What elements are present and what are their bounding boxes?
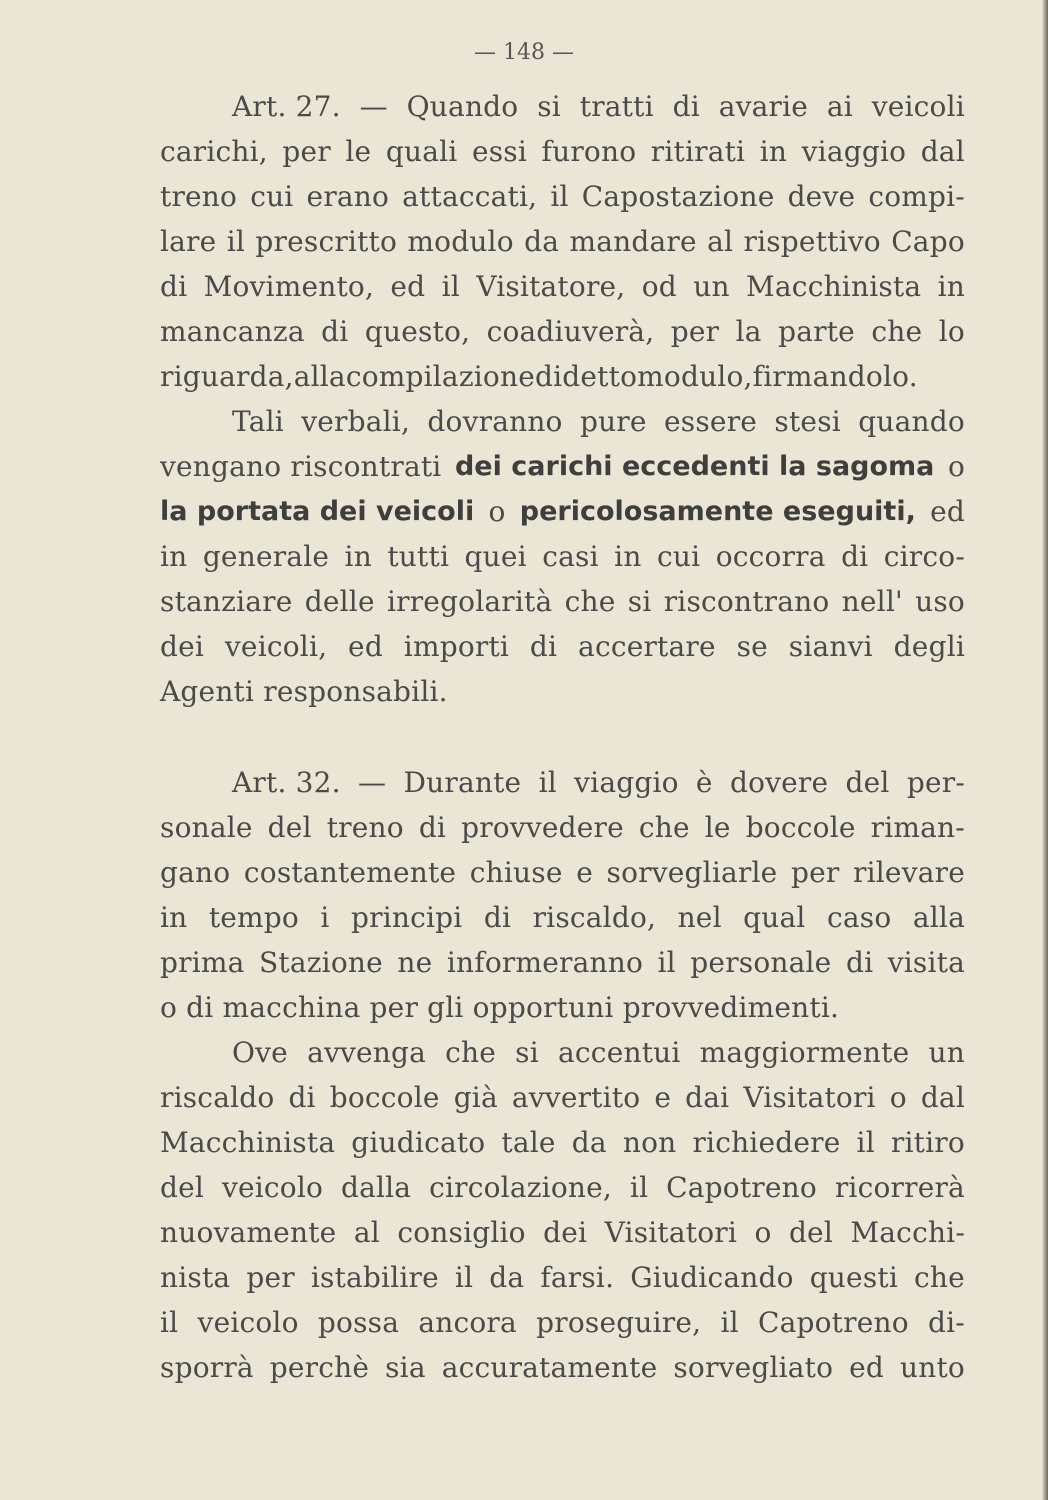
text-line	[160, 129, 965, 174]
word: ed	[348, 630, 383, 663]
word: in	[160, 901, 188, 934]
word: rispettivo	[743, 225, 881, 258]
word: casi	[542, 540, 599, 573]
word: consiglio	[397, 1216, 526, 1249]
word: ai	[826, 90, 853, 123]
word: compi-	[868, 180, 965, 213]
word: per	[790, 856, 840, 889]
word: e	[654, 1081, 672, 1114]
word: o	[754, 1216, 772, 1249]
word: un	[928, 1036, 965, 1069]
word: richiedere	[692, 1126, 841, 1159]
word: sia	[385, 1351, 426, 1384]
word: lare	[160, 225, 217, 258]
word: avarie	[718, 90, 809, 123]
page-text	[160, 84, 965, 1390]
word: attaccati,	[402, 180, 538, 213]
word: in	[614, 540, 642, 573]
word: uso	[915, 585, 965, 618]
section-gap	[160, 714, 965, 760]
word: accuratamente	[441, 1351, 658, 1384]
word: il	[160, 1306, 179, 1339]
word: il	[538, 766, 557, 799]
word: od	[641, 270, 677, 303]
word: chiuse	[469, 856, 563, 889]
word: si	[627, 585, 652, 618]
word: verbali,	[301, 405, 411, 438]
word: per	[670, 315, 720, 348]
word: Capo	[891, 225, 965, 258]
word: veicolo	[197, 1306, 299, 1339]
word: di-	[928, 1306, 965, 1339]
word: nista	[160, 1261, 231, 1294]
word: si	[515, 1036, 539, 1069]
word: firmandolo.	[752, 360, 918, 393]
word: questo,	[364, 315, 471, 348]
word: nuovamente	[160, 1216, 337, 1249]
word: di	[845, 946, 874, 979]
text-line	[160, 264, 965, 309]
word: o	[889, 1081, 907, 1114]
word: circolazione,	[429, 1171, 613, 1204]
word: treno	[160, 180, 238, 213]
word: avvertito	[511, 1081, 641, 1114]
word: sianvi	[788, 630, 873, 663]
word: delle	[304, 585, 375, 618]
word: se	[736, 630, 768, 663]
word: coadiuverà,	[486, 315, 655, 348]
word: accentui	[558, 1036, 681, 1069]
word: del	[845, 766, 890, 799]
text-line	[160, 444, 965, 489]
text-line	[160, 985, 965, 1030]
word: modulo	[407, 225, 514, 258]
word: dalla	[340, 1171, 412, 1204]
art27-paragraph-1	[160, 84, 965, 399]
word: Movimento,	[203, 270, 375, 303]
word: per-	[906, 766, 965, 799]
word: Capostazione	[581, 180, 775, 213]
word: riscaldo	[160, 1081, 275, 1114]
word: riscaldo,	[532, 901, 657, 934]
word: da	[524, 225, 560, 258]
text-run: o	[947, 450, 965, 483]
word: deve	[787, 180, 856, 213]
word: al	[353, 1216, 380, 1249]
text-run: vengano riscontrati	[160, 450, 442, 483]
text-line	[160, 760, 965, 805]
text-line	[160, 669, 965, 714]
text-line	[160, 1075, 965, 1120]
word: treno	[326, 811, 404, 844]
word: ricorrerà	[834, 1171, 965, 1204]
word: giudicato	[351, 1126, 486, 1159]
word: stanziare	[160, 585, 293, 618]
word: viaggio	[574, 766, 679, 799]
word: ed	[390, 270, 426, 303]
word: Agenti responsabili.	[160, 675, 448, 708]
word: visita	[887, 946, 965, 979]
word: nell'	[841, 585, 903, 618]
word: per	[246, 1261, 295, 1294]
word: Visitatori	[604, 1216, 738, 1249]
word: boccole	[745, 811, 856, 844]
word: dei	[543, 1216, 588, 1249]
word: furono	[541, 135, 637, 168]
word: il	[441, 270, 460, 303]
text-line	[160, 940, 965, 985]
text-line	[160, 399, 965, 444]
art32-paragraph-1	[160, 760, 965, 1030]
word: di	[672, 90, 700, 123]
word: riguarda,	[160, 360, 294, 393]
word: di	[418, 811, 447, 844]
word: quando	[858, 405, 965, 438]
word: Stazione	[259, 946, 383, 979]
text-line	[160, 219, 965, 264]
text-line	[160, 1165, 965, 1210]
word: il	[550, 180, 569, 213]
art32-paragraph-2	[160, 1030, 965, 1390]
word: questi	[809, 1261, 898, 1294]
word: e	[576, 856, 593, 889]
text-line	[160, 534, 965, 579]
word: costantemente	[243, 856, 457, 889]
word: già	[453, 1081, 498, 1114]
word: boccole	[329, 1081, 440, 1114]
word: ritirati	[650, 135, 746, 168]
word: cui	[250, 180, 294, 213]
word: dal	[920, 135, 965, 168]
word: Giudicando	[630, 1261, 794, 1294]
word: degli	[893, 630, 965, 663]
word: veicoli,	[224, 630, 328, 663]
word: veicoli	[871, 90, 965, 123]
word: cui	[656, 540, 701, 573]
word: Tali	[232, 405, 284, 438]
text-line	[160, 624, 965, 669]
word: dai	[685, 1081, 730, 1114]
word: proseguire,	[536, 1306, 702, 1339]
word: la	[735, 315, 762, 348]
word: perchè	[269, 1351, 370, 1384]
word: viaggio	[801, 135, 907, 168]
word: generale	[202, 540, 330, 573]
word: Ove	[232, 1036, 288, 1069]
word: lo	[938, 315, 965, 348]
word: carichi,	[160, 135, 268, 168]
word: possa	[317, 1306, 400, 1339]
word: farsi.	[540, 1261, 615, 1294]
word: del	[788, 1216, 833, 1249]
text-line	[160, 579, 965, 624]
word: Visitatori	[743, 1081, 876, 1114]
word: tale	[501, 1126, 556, 1159]
word: parte	[778, 315, 855, 348]
word: il	[657, 946, 676, 979]
word: il	[454, 1261, 474, 1294]
word: rilevare	[853, 856, 965, 889]
word: quali	[385, 135, 458, 168]
word: si	[537, 90, 561, 123]
word: sorvegliato	[673, 1351, 834, 1384]
text-line	[160, 1210, 965, 1255]
word: circo-	[883, 540, 965, 573]
word: informeranno	[446, 946, 644, 979]
text-line	[160, 1300, 965, 1345]
word: quei	[464, 540, 527, 573]
word: essere	[664, 405, 758, 438]
word: personale	[690, 946, 832, 979]
word: ne	[397, 946, 433, 979]
word: mancanza	[160, 315, 305, 348]
word: Macchinista	[160, 1126, 336, 1159]
word: provvedere	[461, 811, 624, 844]
text-line	[160, 1030, 965, 1075]
text-line	[160, 850, 965, 895]
word: al	[707, 225, 734, 258]
word: —	[359, 90, 388, 123]
word: Quando	[406, 90, 519, 123]
word: mandare	[569, 225, 697, 258]
text-line	[160, 489, 965, 534]
word: prescritto	[255, 225, 398, 258]
word: dei	[160, 630, 205, 663]
word: sporrà	[160, 1351, 254, 1384]
word: che	[871, 315, 923, 348]
word: del	[267, 811, 312, 844]
word: il	[720, 1306, 739, 1339]
word: alla	[912, 901, 965, 934]
word: Art. 32.	[232, 766, 341, 799]
word: o di macchina per gli opportuni provvedimenti.	[160, 991, 840, 1024]
text-line	[160, 895, 965, 940]
word: accertare	[578, 630, 716, 663]
word: che	[564, 585, 616, 618]
text-line	[160, 309, 965, 354]
word: di	[841, 540, 869, 573]
word: irregolarità	[386, 585, 553, 618]
word: i	[320, 901, 330, 934]
word: caso	[827, 901, 892, 934]
word: non	[622, 1126, 677, 1159]
word: di	[288, 1081, 316, 1114]
word: Art. 27.	[232, 90, 341, 123]
word: stesi	[774, 405, 841, 438]
word: principi	[351, 901, 463, 934]
word: da	[489, 1261, 525, 1294]
text-line	[160, 1120, 965, 1165]
word: tutti	[387, 540, 450, 573]
word: essi	[471, 135, 528, 168]
word: è	[695, 766, 713, 799]
word: dovere	[729, 766, 829, 799]
word: sonale	[160, 811, 253, 844]
word: maggiormente	[699, 1036, 910, 1069]
text-line	[160, 805, 965, 850]
text-line	[160, 174, 965, 219]
word: sorvegliarle	[606, 856, 778, 889]
word: qual	[743, 901, 806, 934]
word: nel	[677, 901, 722, 934]
word: Capotreno	[666, 1171, 817, 1204]
text-run: o	[488, 495, 506, 528]
word: di	[321, 315, 349, 348]
word: per	[282, 135, 331, 168]
word: alla	[293, 360, 346, 393]
text-run: ed	[930, 495, 965, 528]
word: —	[358, 766, 387, 799]
word: che	[638, 811, 690, 844]
word: compilazione	[345, 360, 535, 393]
word: che	[914, 1261, 965, 1294]
word: prima	[160, 946, 245, 979]
text-line	[160, 1255, 965, 1300]
word: di	[483, 901, 512, 934]
word: le	[704, 811, 731, 844]
word: Visitatore,	[476, 270, 626, 303]
word: il	[226, 225, 246, 258]
word: Macchinista	[746, 270, 922, 303]
bold-text-run: la portata dei veicoli	[160, 496, 475, 527]
text-line	[160, 84, 965, 129]
page-number: — 148 —	[474, 40, 574, 65]
word: gano	[160, 856, 231, 889]
word: dal	[920, 1081, 965, 1114]
word: importi	[403, 630, 510, 663]
word: detto	[562, 360, 638, 393]
word: di	[160, 270, 188, 303]
word: pure	[579, 405, 647, 438]
word: in	[344, 540, 372, 573]
word: ritiro	[890, 1126, 965, 1159]
word: istabilire	[310, 1261, 439, 1294]
bold-text-run: pericolosamente eseguiti,	[519, 496, 916, 527]
word: in	[937, 270, 965, 303]
word: veicolo	[221, 1171, 324, 1204]
word: riman-	[870, 811, 965, 844]
art27-paragraph-2-rest	[160, 534, 965, 714]
word: riscontrano	[663, 585, 830, 618]
word: del	[160, 1171, 205, 1204]
word: in	[160, 540, 188, 573]
word: le	[345, 135, 372, 168]
word: occorra	[715, 540, 826, 573]
word: Durante	[403, 766, 522, 799]
word: da	[571, 1126, 607, 1159]
word: di	[529, 630, 558, 663]
word: di	[535, 360, 563, 393]
word: erano	[306, 180, 390, 213]
text-line	[160, 354, 965, 399]
page-edge	[1042, 0, 1048, 1500]
word: dovranno	[427, 405, 563, 438]
word: il	[856, 1126, 875, 1159]
word: ed	[849, 1351, 885, 1384]
word: modulo,	[637, 360, 753, 393]
word: che	[445, 1036, 497, 1069]
word: Capotreno	[757, 1306, 909, 1339]
word: Macchi-	[850, 1216, 965, 1249]
word: un	[693, 270, 730, 303]
word: tempo	[208, 901, 299, 934]
word: avvenga	[307, 1036, 427, 1069]
word: in	[759, 135, 788, 168]
bold-text-run: dei carichi eccedenti la sagoma	[454, 451, 935, 482]
text-line	[160, 1345, 965, 1390]
word: ancora	[418, 1306, 517, 1339]
word: il	[629, 1171, 649, 1204]
word: tratti	[579, 90, 654, 123]
word: unto	[900, 1351, 965, 1384]
